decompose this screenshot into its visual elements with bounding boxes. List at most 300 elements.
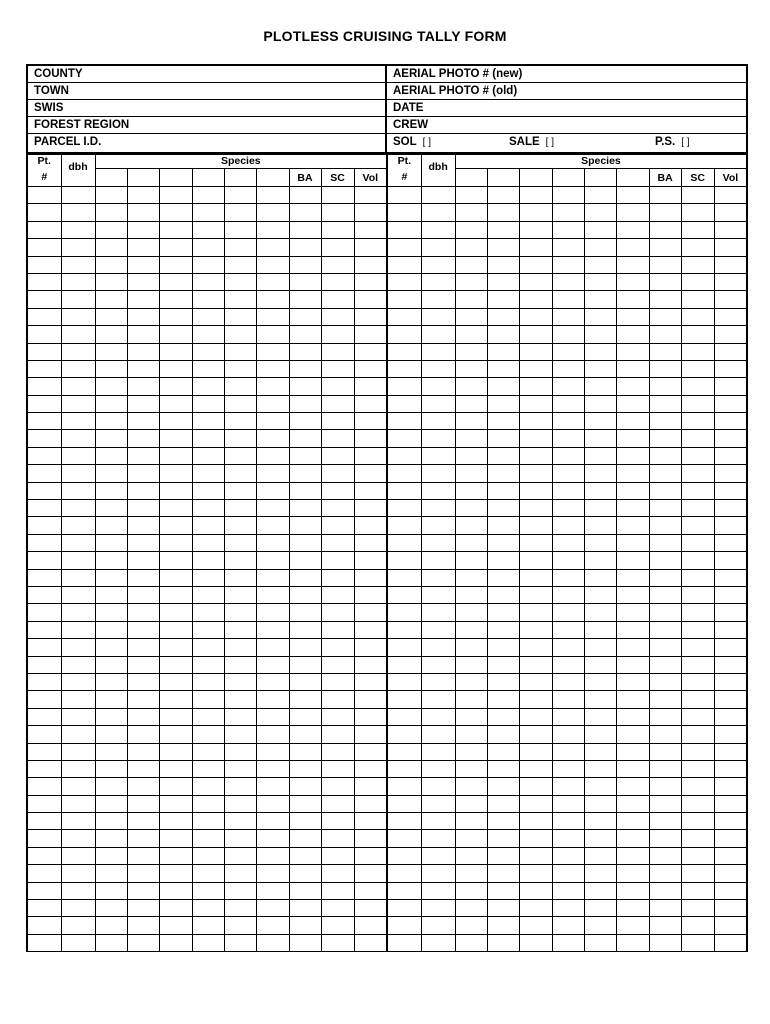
tally-cell[interactable] xyxy=(552,395,584,412)
tally-cell[interactable] xyxy=(455,743,487,760)
tally-cell[interactable] xyxy=(256,430,289,447)
tally-cell[interactable] xyxy=(421,934,455,951)
tally-cell[interactable] xyxy=(224,621,256,638)
tally-cell[interactable] xyxy=(421,900,455,917)
tally-cell[interactable] xyxy=(388,204,421,221)
tally-cell[interactable] xyxy=(649,586,681,603)
tally-cell[interactable] xyxy=(61,447,95,464)
tally-cell[interactable] xyxy=(681,500,714,517)
tally-cell[interactable] xyxy=(61,778,95,795)
tally-cell[interactable] xyxy=(616,430,649,447)
tally-cell[interactable] xyxy=(519,500,552,517)
tally-cell[interactable] xyxy=(159,917,192,934)
tally-cell[interactable] xyxy=(455,778,487,795)
tally-cell[interactable] xyxy=(388,465,421,482)
tally-cell[interactable] xyxy=(714,865,746,882)
tally-cell[interactable] xyxy=(224,482,256,499)
tally-cell[interactable] xyxy=(616,482,649,499)
tally-cell[interactable] xyxy=(127,778,159,795)
tally-cell[interactable] xyxy=(649,291,681,308)
tally-cell[interactable] xyxy=(289,378,321,395)
tally-cell[interactable] xyxy=(321,395,354,412)
tally-cell[interactable] xyxy=(714,934,746,951)
tally-cell[interactable] xyxy=(552,708,584,725)
tally-cell[interactable] xyxy=(455,239,487,256)
tally-cell[interactable] xyxy=(61,917,95,934)
tally-cell[interactable] xyxy=(552,604,584,621)
tally-cell[interactable] xyxy=(28,360,61,377)
tally-cell[interactable] xyxy=(61,673,95,690)
tally-cell[interactable] xyxy=(681,569,714,586)
tally-cell[interactable] xyxy=(388,534,421,551)
tally-cell[interactable] xyxy=(388,517,421,534)
tally-cell[interactable] xyxy=(455,917,487,934)
tally-cell[interactable] xyxy=(256,778,289,795)
tally-cell[interactable] xyxy=(224,500,256,517)
tally-cell[interactable] xyxy=(681,726,714,743)
tally-cell[interactable] xyxy=(321,934,354,951)
tally-cell[interactable] xyxy=(714,482,746,499)
tally-cell[interactable] xyxy=(224,430,256,447)
tally-cell[interactable] xyxy=(256,395,289,412)
tally-cell[interactable] xyxy=(159,239,192,256)
tally-cell[interactable] xyxy=(421,343,455,360)
tally-cell[interactable] xyxy=(388,708,421,725)
tally-cell[interactable] xyxy=(95,691,127,708)
tally-cell[interactable] xyxy=(421,308,455,325)
tally-cell[interactable] xyxy=(487,934,519,951)
tally-cell[interactable] xyxy=(354,691,386,708)
tally-cell[interactable] xyxy=(95,326,127,343)
tally-cell[interactable] xyxy=(289,395,321,412)
tally-cell[interactable] xyxy=(95,760,127,777)
tally-cell[interactable] xyxy=(127,726,159,743)
tally-cell[interactable] xyxy=(224,360,256,377)
tally-cell[interactable] xyxy=(28,552,61,569)
tally-cell[interactable] xyxy=(61,326,95,343)
tally-cell[interactable] xyxy=(61,465,95,482)
tally-cell[interactable] xyxy=(256,760,289,777)
tally-cell[interactable] xyxy=(224,308,256,325)
tally-cell[interactable] xyxy=(649,865,681,882)
tally-cell[interactable] xyxy=(354,847,386,864)
tally-cell[interactable] xyxy=(552,273,584,290)
tally-cell[interactable] xyxy=(95,221,127,238)
tally-cell[interactable] xyxy=(616,308,649,325)
tally-cell[interactable] xyxy=(289,517,321,534)
tally-cell[interactable] xyxy=(584,743,616,760)
tally-cell[interactable] xyxy=(289,204,321,221)
tally-cell[interactable] xyxy=(61,830,95,847)
tally-cell[interactable] xyxy=(95,813,127,830)
tally-cell[interactable] xyxy=(159,778,192,795)
tally-cell[interactable] xyxy=(95,656,127,673)
tally-cell[interactable] xyxy=(714,221,746,238)
tally-cell[interactable] xyxy=(649,204,681,221)
tally-cell[interactable] xyxy=(28,534,61,551)
tally-cell[interactable] xyxy=(95,378,127,395)
tally-cell[interactable] xyxy=(714,691,746,708)
tally-cell[interactable] xyxy=(127,482,159,499)
tally-cell[interactable] xyxy=(127,882,159,899)
tally-cell[interactable] xyxy=(552,517,584,534)
tally-cell[interactable] xyxy=(455,569,487,586)
tally-cell[interactable] xyxy=(95,830,127,847)
tally-cell[interactable] xyxy=(127,239,159,256)
tally-cell[interactable] xyxy=(421,743,455,760)
tally-cell[interactable] xyxy=(256,413,289,430)
tally-cell[interactable] xyxy=(487,308,519,325)
tally-cell[interactable] xyxy=(95,256,127,273)
tally-cell[interactable] xyxy=(224,691,256,708)
tally-cell[interactable] xyxy=(584,552,616,569)
tally-cell[interactable] xyxy=(487,917,519,934)
tally-cell[interactable] xyxy=(519,413,552,430)
tally-cell[interactable] xyxy=(714,778,746,795)
tally-cell[interactable] xyxy=(354,187,386,204)
tally-cell[interactable] xyxy=(159,639,192,656)
tally-cell[interactable] xyxy=(487,500,519,517)
tally-cell[interactable] xyxy=(127,639,159,656)
tally-cell[interactable] xyxy=(584,691,616,708)
tally-cell[interactable] xyxy=(61,639,95,656)
tally-cell[interactable] xyxy=(421,395,455,412)
tally-cell[interactable] xyxy=(159,308,192,325)
tally-cell[interactable] xyxy=(289,900,321,917)
tally-cell[interactable] xyxy=(681,778,714,795)
tally-cell[interactable] xyxy=(224,221,256,238)
tally-cell[interactable] xyxy=(487,830,519,847)
tally-cell[interactable] xyxy=(616,534,649,551)
tally-cell[interactable] xyxy=(421,256,455,273)
tally-cell[interactable] xyxy=(127,291,159,308)
tally-cell[interactable] xyxy=(159,743,192,760)
tally-cell[interactable] xyxy=(256,708,289,725)
tally-cell[interactable] xyxy=(584,847,616,864)
tally-cell[interactable] xyxy=(616,900,649,917)
tally-cell[interactable] xyxy=(584,395,616,412)
tally-cell[interactable] xyxy=(519,482,552,499)
tally-cell[interactable] xyxy=(649,917,681,934)
tally-cell[interactable] xyxy=(127,586,159,603)
tally-cell[interactable] xyxy=(28,413,61,430)
tally-cell[interactable] xyxy=(584,760,616,777)
tally-cell[interactable] xyxy=(421,586,455,603)
tally-cell[interactable] xyxy=(192,569,224,586)
tally-cell[interactable] xyxy=(28,187,61,204)
tally-cell[interactable] xyxy=(616,517,649,534)
tally-cell[interactable] xyxy=(354,900,386,917)
tally-cell[interactable] xyxy=(28,726,61,743)
tally-cell[interactable] xyxy=(388,378,421,395)
tally-cell[interactable] xyxy=(127,378,159,395)
tally-cell[interactable] xyxy=(224,395,256,412)
tally-cell[interactable] xyxy=(289,917,321,934)
tally-cell[interactable] xyxy=(616,239,649,256)
tally-cell[interactable] xyxy=(421,430,455,447)
tally-cell[interactable] xyxy=(289,586,321,603)
tally-cell[interactable] xyxy=(95,482,127,499)
tally-cell[interactable] xyxy=(584,813,616,830)
tally-cell[interactable] xyxy=(552,586,584,603)
tally-cell[interactable] xyxy=(487,847,519,864)
tally-cell[interactable] xyxy=(552,343,584,360)
tally-cell[interactable] xyxy=(584,308,616,325)
tally-cell[interactable] xyxy=(28,639,61,656)
tally-cell[interactable] xyxy=(289,656,321,673)
tally-cell[interactable] xyxy=(519,708,552,725)
tally-cell[interactable] xyxy=(584,326,616,343)
tally-cell[interactable] xyxy=(159,865,192,882)
tally-cell[interactable] xyxy=(127,308,159,325)
tally-cell[interactable] xyxy=(289,673,321,690)
tally-cell[interactable] xyxy=(455,691,487,708)
tally-cell[interactable] xyxy=(455,482,487,499)
tally-cell[interactable] xyxy=(616,934,649,951)
tally-cell[interactable] xyxy=(584,413,616,430)
tally-cell[interactable] xyxy=(127,552,159,569)
tally-cell[interactable] xyxy=(192,291,224,308)
tally-cell[interactable] xyxy=(681,413,714,430)
tally-cell[interactable] xyxy=(616,621,649,638)
tally-cell[interactable] xyxy=(552,900,584,917)
tally-cell[interactable] xyxy=(192,465,224,482)
tally-cell[interactable] xyxy=(256,569,289,586)
tally-cell[interactable] xyxy=(289,934,321,951)
tally-cell[interactable] xyxy=(616,795,649,812)
tally-cell[interactable] xyxy=(95,447,127,464)
tally-cell[interactable] xyxy=(519,743,552,760)
tally-cell[interactable] xyxy=(159,795,192,812)
tally-cell[interactable] xyxy=(28,447,61,464)
tally-cell[interactable] xyxy=(192,273,224,290)
tally-cell[interactable] xyxy=(354,621,386,638)
tally-cell[interactable] xyxy=(681,604,714,621)
tally-cell[interactable] xyxy=(421,552,455,569)
tally-cell[interactable] xyxy=(61,569,95,586)
tally-cell[interactable] xyxy=(256,673,289,690)
tally-cell[interactable] xyxy=(224,378,256,395)
tally-cell[interactable] xyxy=(487,569,519,586)
tally-cell[interactable] xyxy=(321,273,354,290)
tally-cell[interactable] xyxy=(714,239,746,256)
tally-cell[interactable] xyxy=(584,221,616,238)
tally-cell[interactable] xyxy=(61,378,95,395)
tally-cell[interactable] xyxy=(584,900,616,917)
tally-cell[interactable] xyxy=(127,447,159,464)
tally-cell[interactable] xyxy=(616,187,649,204)
tally-cell[interactable] xyxy=(519,830,552,847)
tally-cell[interactable] xyxy=(519,221,552,238)
tally-cell[interactable] xyxy=(289,830,321,847)
tally-cell[interactable] xyxy=(321,447,354,464)
tally-cell[interactable] xyxy=(321,308,354,325)
tally-cell[interactable] xyxy=(487,656,519,673)
tally-cell[interactable] xyxy=(95,604,127,621)
crew-field[interactable]: CREW xyxy=(387,117,746,134)
tally-cell[interactable] xyxy=(224,865,256,882)
tally-cell[interactable] xyxy=(159,360,192,377)
tally-cell[interactable] xyxy=(95,586,127,603)
tally-cell[interactable] xyxy=(649,326,681,343)
tally-cell[interactable] xyxy=(584,621,616,638)
tally-cell[interactable] xyxy=(552,865,584,882)
tally-cell[interactable] xyxy=(354,726,386,743)
tally-cell[interactable] xyxy=(289,221,321,238)
tally-cell[interactable] xyxy=(354,273,386,290)
tally-cell[interactable] xyxy=(224,256,256,273)
tally-cell[interactable] xyxy=(552,882,584,899)
tally-cell[interactable] xyxy=(455,882,487,899)
tally-cell[interactable] xyxy=(649,760,681,777)
tally-cell[interactable] xyxy=(192,656,224,673)
tally-cell[interactable] xyxy=(127,934,159,951)
tally-cell[interactable] xyxy=(649,900,681,917)
tally-cell[interactable] xyxy=(649,500,681,517)
tally-cell[interactable] xyxy=(354,813,386,830)
tally-cell[interactable] xyxy=(681,534,714,551)
tally-cell[interactable] xyxy=(28,604,61,621)
tally-cell[interactable] xyxy=(289,291,321,308)
tally-cell[interactable] xyxy=(616,378,649,395)
tally-cell[interactable] xyxy=(289,187,321,204)
tally-cell[interactable] xyxy=(455,378,487,395)
tally-cell[interactable] xyxy=(519,865,552,882)
tally-cell[interactable] xyxy=(321,413,354,430)
parcel-id-field[interactable]: PARCEL I.D. xyxy=(34,136,102,148)
tally-cell[interactable] xyxy=(455,395,487,412)
tally-cell[interactable] xyxy=(127,673,159,690)
tally-cell[interactable] xyxy=(487,882,519,899)
tally-cell[interactable] xyxy=(421,413,455,430)
tally-cell[interactable] xyxy=(354,256,386,273)
tally-cell[interactable] xyxy=(289,691,321,708)
tally-cell[interactable] xyxy=(127,847,159,864)
tally-cell[interactable] xyxy=(681,691,714,708)
tally-cell[interactable] xyxy=(289,308,321,325)
tally-cell[interactable] xyxy=(256,273,289,290)
tally-cell[interactable] xyxy=(192,778,224,795)
tally-cell[interactable] xyxy=(681,256,714,273)
tally-cell[interactable] xyxy=(649,795,681,812)
tally-cell[interactable] xyxy=(519,308,552,325)
tally-cell[interactable] xyxy=(681,378,714,395)
tally-cell[interactable] xyxy=(552,847,584,864)
date-field[interactable]: DATE xyxy=(387,100,746,117)
tally-cell[interactable] xyxy=(192,500,224,517)
tally-cell[interactable] xyxy=(388,586,421,603)
tally-cell[interactable] xyxy=(455,447,487,464)
tally-cell[interactable] xyxy=(552,534,584,551)
tally-cell[interactable] xyxy=(28,500,61,517)
tally-cell[interactable] xyxy=(616,673,649,690)
tally-cell[interactable] xyxy=(95,882,127,899)
tally-cell[interactable] xyxy=(289,430,321,447)
tally-cell[interactable] xyxy=(649,726,681,743)
tally-cell[interactable] xyxy=(224,726,256,743)
tally-cell[interactable] xyxy=(192,187,224,204)
tally-cell[interactable] xyxy=(681,343,714,360)
tally-cell[interactable] xyxy=(321,500,354,517)
tally-cell[interactable] xyxy=(421,273,455,290)
aerial-photo-new-field[interactable]: AERIAL PHOTO # (new) xyxy=(387,66,746,83)
tally-cell[interactable] xyxy=(61,604,95,621)
tally-cell[interactable] xyxy=(28,621,61,638)
tally-cell[interactable] xyxy=(159,847,192,864)
tally-cell[interactable] xyxy=(61,691,95,708)
tally-cell[interactable] xyxy=(159,760,192,777)
tally-cell[interactable] xyxy=(714,621,746,638)
tally-cell[interactable] xyxy=(127,760,159,777)
tally-cell[interactable] xyxy=(28,691,61,708)
tally-cell[interactable] xyxy=(714,900,746,917)
tally-cell[interactable] xyxy=(616,691,649,708)
tally-cell[interactable] xyxy=(192,308,224,325)
tally-cell[interactable] xyxy=(388,900,421,917)
tally-cell[interactable] xyxy=(28,465,61,482)
tally-cell[interactable] xyxy=(289,326,321,343)
tally-cell[interactable] xyxy=(455,517,487,534)
tally-cell[interactable] xyxy=(127,517,159,534)
tally-cell[interactable] xyxy=(127,900,159,917)
tally-cell[interactable] xyxy=(224,639,256,656)
tally-cell[interactable] xyxy=(28,273,61,290)
tally-cell[interactable] xyxy=(95,639,127,656)
tally-cell[interactable] xyxy=(388,847,421,864)
tally-cell[interactable] xyxy=(321,378,354,395)
tally-cell[interactable] xyxy=(159,273,192,290)
tally-cell[interactable] xyxy=(421,813,455,830)
tally-cell[interactable] xyxy=(321,900,354,917)
tally-cell[interactable] xyxy=(61,291,95,308)
tally-cell[interactable] xyxy=(354,239,386,256)
tally-cell[interactable] xyxy=(321,187,354,204)
tally-cell[interactable] xyxy=(552,291,584,308)
tally-cell[interactable] xyxy=(584,726,616,743)
tally-cell[interactable] xyxy=(224,569,256,586)
tally-cell[interactable] xyxy=(354,482,386,499)
tally-cell[interactable] xyxy=(519,778,552,795)
tally-cell[interactable] xyxy=(681,204,714,221)
tally-cell[interactable] xyxy=(95,239,127,256)
tally-cell[interactable] xyxy=(519,726,552,743)
tally-cell[interactable] xyxy=(224,517,256,534)
tally-cell[interactable] xyxy=(321,813,354,830)
tally-cell[interactable] xyxy=(192,552,224,569)
tally-cell[interactable] xyxy=(192,795,224,812)
tally-cell[interactable] xyxy=(421,795,455,812)
tally-cell[interactable] xyxy=(616,395,649,412)
tally-cell[interactable] xyxy=(388,552,421,569)
tally-cell[interactable] xyxy=(519,621,552,638)
tally-cell[interactable] xyxy=(584,586,616,603)
tally-cell[interactable] xyxy=(616,221,649,238)
tally-cell[interactable] xyxy=(224,778,256,795)
tally-cell[interactable] xyxy=(354,865,386,882)
tally-cell[interactable] xyxy=(714,830,746,847)
tally-cell[interactable] xyxy=(61,934,95,951)
tally-cell[interactable] xyxy=(256,917,289,934)
tally-cell[interactable] xyxy=(519,882,552,899)
tally-cell[interactable] xyxy=(714,447,746,464)
tally-cell[interactable] xyxy=(192,865,224,882)
tally-cell[interactable] xyxy=(256,934,289,951)
tally-cell[interactable] xyxy=(354,778,386,795)
tally-cell[interactable] xyxy=(552,778,584,795)
tally-cell[interactable] xyxy=(28,395,61,412)
tally-cell[interactable] xyxy=(584,500,616,517)
tally-cell[interactable] xyxy=(224,934,256,951)
